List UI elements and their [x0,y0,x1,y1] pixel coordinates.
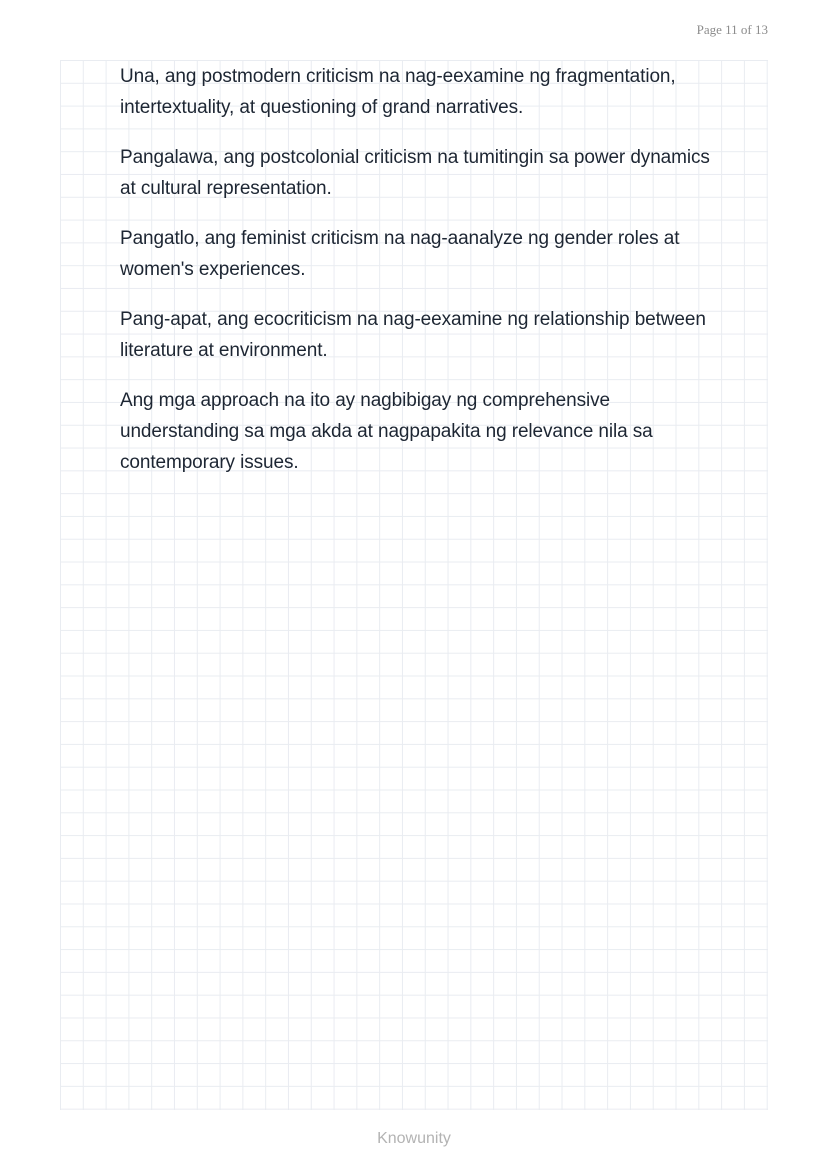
paragraph-postcolonial: Pangalawa, ang postcolonial criticism na tumitingin sa power dynamics at cultural representation. [120,147,710,199]
paragraph-feminist: Pangatlo, ang feminist criticism na nag-aanalyze ng gender roles at women's experiences. [120,228,680,280]
paragraph-ecocriticism: Pang-apat, ang ecocriticism na nag-eexamine ng relationship between literature at environment. [120,309,706,361]
page-number: Page 11 of 13 [696,22,768,37]
paragraph-conclusion: Ang mga approach na ito ay nagbibigay ng comprehensive understanding sa mga akda at nagpapakita ng relevance nila sa contemporary issues. [120,390,653,473]
document-body [120,61,720,497]
paragraph-postmodern: Una, ang postmodern criticism na nag-eexamine ng fragmentation, intertextuality, at questioning of grand narratives. [120,66,676,118]
footer-brand-logo: Knowunity [377,1130,451,1147]
